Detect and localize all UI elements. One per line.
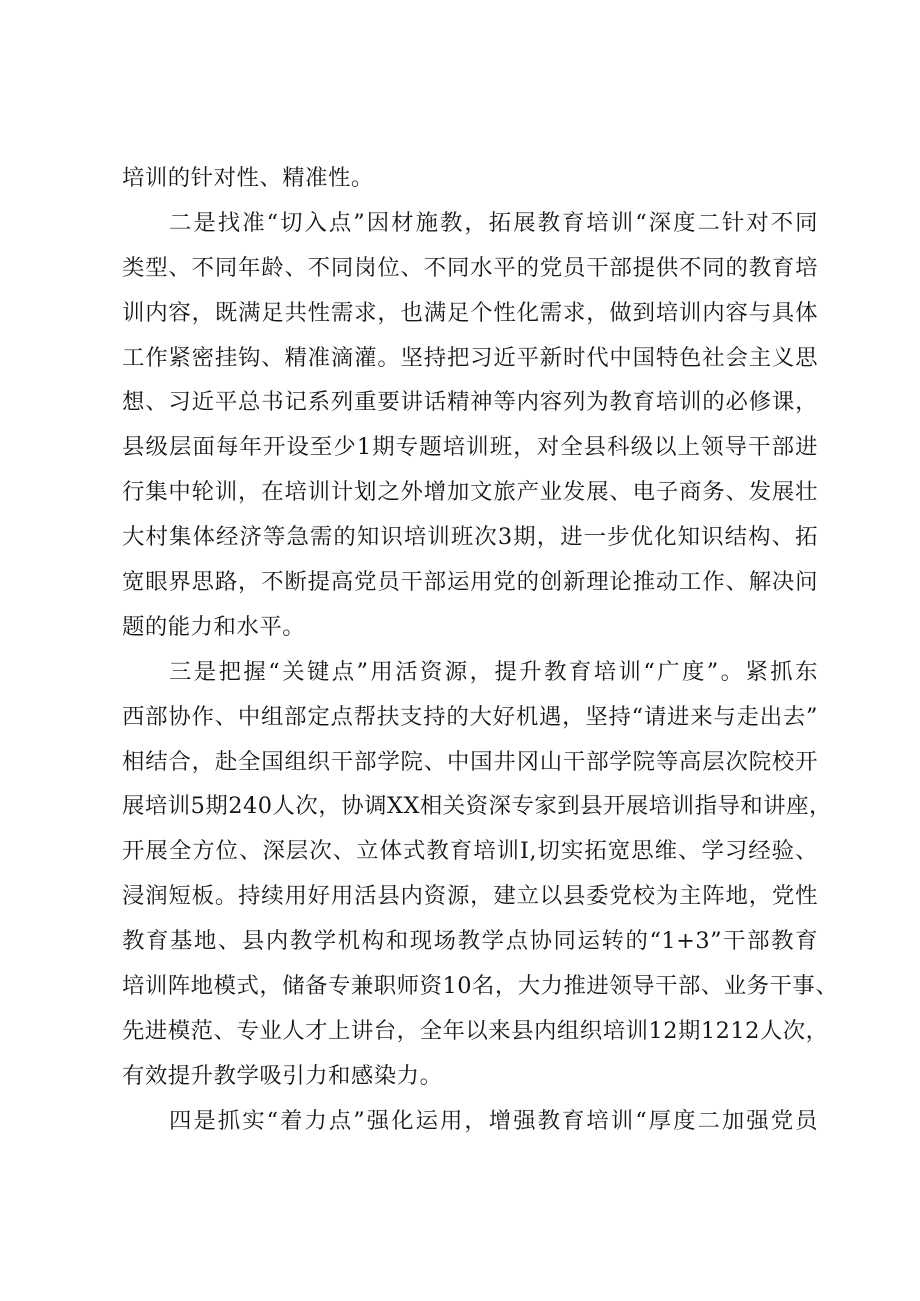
text-line: 浸润短板。持续用好用活县内资源，建立以县委党校为主阵地，党性	[122, 883, 818, 910]
text-line: 类型、不同年龄、不同岗位、不同水平的党员干部提供不同的教育培	[122, 254, 818, 281]
text-line: 训内容，既满足共性需求，也满足个性化需求，做到培训内容与具体	[122, 299, 818, 326]
text-line: 县级层面每年开设至少1期专题培训班，对全县科级以上领导干部进	[122, 434, 818, 461]
text-line: 培训阵地模式，储备专兼职师资10名，大力推进领导干部、业务干事、	[122, 973, 839, 1000]
text-line: 有效提升教学吸引力和感染力。	[122, 1062, 443, 1089]
text-line: 培训的针对性、精准性。	[122, 165, 374, 191]
document-body	[122, 156, 839, 1144]
text-line: 教育基地、县内教学机构和现场教学点协同运转的“1+3”干部教育	[122, 928, 818, 955]
text-line: 开展全方位、深层次、立体式教育培训I,切实拓宽思维、学习经验、	[122, 838, 818, 865]
text-line: 相结合，赴全国组织干部学院、中国井冈山干部学院等高层次院校开	[122, 748, 818, 775]
text-line: 题的能力和水平。	[122, 613, 306, 640]
text-line: 宽眼界思路，不断提高党员干部运用党的创新理论推动工作、解决问	[122, 569, 818, 596]
text-line: 行集中轮训，在培训计划之外增加文旅产业发展、电子商务、发展壮	[122, 479, 818, 506]
paragraph-start-line: 四是抓实“着力点”强化运用，增强教育培训“厚度二加强党员	[169, 1107, 818, 1134]
text-line: 大村集体经济等急需的知识培训班次3期，进一步优化知识结构、拓	[122, 524, 818, 551]
paragraph-start-line: 三是把握“关键点”用活资源，提升教育培训“广度”。紧抓东	[169, 658, 818, 685]
text-line: 想、习近平总书记系列重要讲话精神等内容列为教育培训的必修课，	[122, 389, 818, 416]
text-line: 西部协作、中组部定点帮扶支持的大好机遇，坚持“请进来与走出去”	[122, 703, 818, 730]
text-line: 工作紧密挂钩、精准滴灌。坚持把习近平新时代中国特色社会主义思	[122, 344, 818, 371]
text-line: 先进模范、专业人才上讲台，全年以来县内组织培训12期1212人次，	[122, 1017, 829, 1044]
text-line: 展培训5期240人次，协调XX相关资深专家到县开展培训指导和讲座，	[122, 793, 832, 820]
paragraph-start-line: 二是找准“切入点”因材施教，拓展教育培训“深度二针对不同	[169, 209, 818, 236]
